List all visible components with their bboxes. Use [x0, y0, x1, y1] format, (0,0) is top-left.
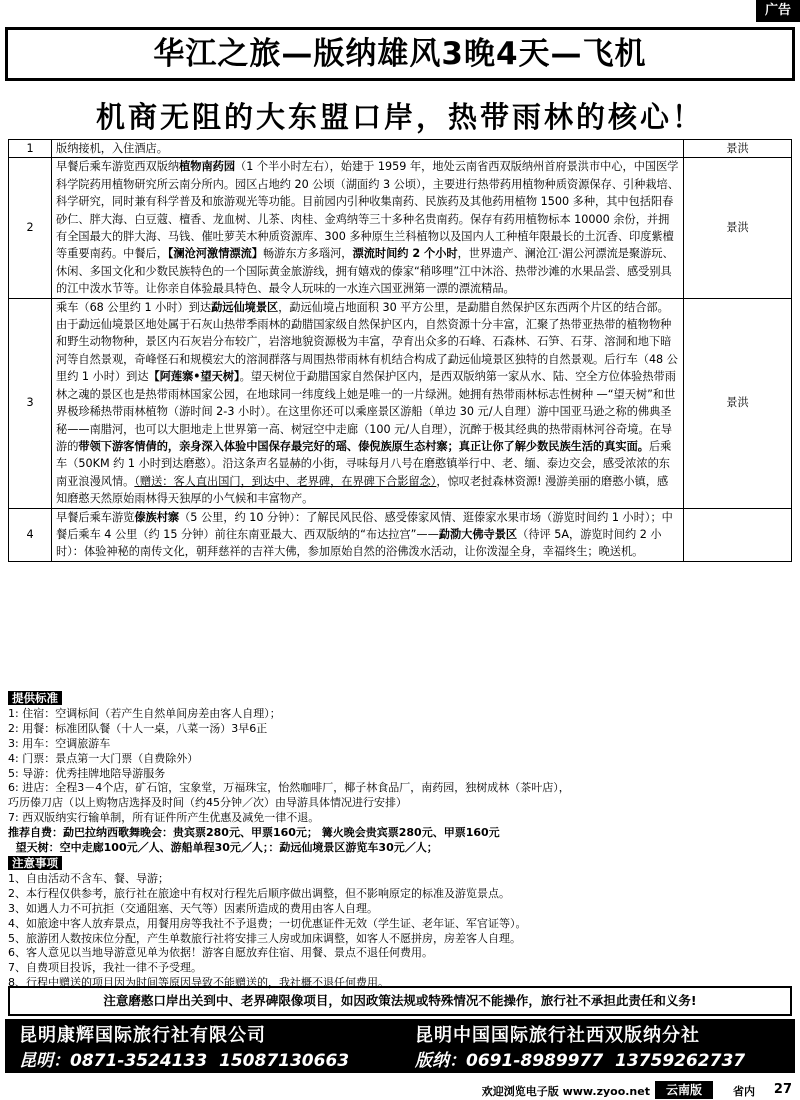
page-number: 27: [773, 1082, 792, 1097]
day-description: 版纳接机，入住酒店。: [52, 140, 684, 158]
highlight: 【澜沧河激情漂流】: [167, 247, 263, 261]
day-city: 景洪: [684, 298, 792, 508]
day-number: 2: [9, 158, 52, 298]
day-description: 早餐后乘车游览西双版纳植物南药园（1 个半小时左右），始建于 1959 年，地处云南省西双版纳州首府景洪市中心，中国医学科学院药用植物研究所云南分所内。园区占地约 20 公顷（湖面约 3 公顷），主要进行热带药用植物种质资源保存、引种栽培、科学研究，同时兼有科学普及和旅游观光等功能。目前园内引种收集南药、民族药及其他药用植物 1500 多种，其中包括阳春砂仁、胖大海、白豆蔻、檀香、龙血树、儿茶、肉桂、金鸡纳等三十多种名贵南药。保存有药用植物标本 10000 余份，并拥有全国最大的胖大海、马钱、催吐萝芙木种质资源库、300 多种原生兰科植物以及国内人工种植年限最长的土沉香、印度紫檀等重要南药。中餐后，【澜沧河激情漂流】畅游东方多瑙河，漂流时间约 2 个小时，世界遗产、澜沧江·湄公河漂流是聚游玩、休闲、多国文化和少数民族特色的一个国际黄金旅游线，拥有嬉戏的傣家“稍哆哩”江中沐浴、热带沙滩的水果品尝、感受别具的江中泼水节等。让你亲自体验最具特色、最令人玩味的一水连六国亚洲第一漂的漂流精品。: [52, 158, 684, 298]
itinerary-row-day1: [9, 140, 792, 158]
section-label: 省内: [733, 1085, 755, 1098]
highlight: 带领下游客情倩的，亲身深入体验中国保存最完好的瑶、傣倪族原生态村寨；真正让你了解少数民族生活的真实面。: [78, 439, 649, 453]
day-city: [684, 508, 792, 561]
standards-section: [8, 689, 792, 856]
itinerary-table: [8, 139, 792, 562]
title-box: [5, 27, 795, 81]
ad-tag: 广告: [756, 0, 800, 22]
highlight: 植物南药园: [179, 160, 236, 174]
standards-item: 巧历傣刀店（以上购物店选择及时间（约45分钟／次）由导游具体情况进行安排）: [8, 796, 407, 810]
day-number: 4: [9, 508, 52, 561]
subtitle: 机商无阻的大东盟口岸，热带雨林的核心！: [95, 100, 704, 134]
highlight: 漂流时间约 2 个小时: [352, 247, 458, 261]
website-link[interactable]: 欢迎浏览电子版 www.zyoo.net: [481, 1085, 650, 1098]
agency-phone: 版纳：0691-8989977 13759262737: [415, 1051, 746, 1071]
itinerary-row-day4: [9, 508, 792, 561]
standards-item: 4: 门票：景点第一大门票（自费除外）: [8, 751, 199, 765]
standards-item: 7: 西双版纳实行输单制，所有证件所产生优惠及减免一律不退。: [8, 811, 320, 825]
standards-item: 推荐自费：勐巴拉纳西歌舞晚会：贵宾票280元、甲票160元； 篝火晚会贵宾票280元、甲票160元: [8, 826, 500, 840]
agency-phone: 昆明：0871-3524133 15087130663: [19, 1051, 350, 1071]
day-city: 景洪: [684, 158, 792, 298]
standards-item: 6: 进店：全程3－4个店，矿石馆，宝象堂，万福珠宝，怡然咖啡厂，椰子林食品厂，南药园，独树成林（茶叶店），: [8, 781, 570, 795]
warning-box: 注意磨憨口岸出关到中、老界碑限像项目，如因政策法规或特殊情况不能操作，旅行社不承担此责任和义务!: [8, 986, 792, 1016]
notes-item: 2、本行程仅供参考，旅行社在旅途中有权对行程先后顺序做出调整，但不影响原定的标准及游览景点。: [8, 886, 510, 900]
itinerary-row-day2: [9, 158, 792, 298]
notes-item: 8、行程中赠送的项目因为时间等原因导致不能赠送的，我社概不退任何费用。: [8, 976, 389, 990]
itinerary-row-day3: [9, 298, 792, 508]
agency-footer: [5, 1019, 795, 1073]
day-description: 早餐后乘车游览傣族村寨（5 公里，约 10 分钟）：了解民风民俗、感受傣家风情、逛傣家水果市场（游览时间约 1 小时）；中餐后乘车 4 公里（约 15 分钟）前往东南亚最大、西双版纳的“布达拉宫”——勐泐大佛寺景区（待评 5A，游览时间约 2 小时）：体验神秘的南传文化，朝拜慈祥的吉祥大佛，参加原始自然的浴佛泼水活动，让你泼湿全身，幸福终生；晚送机。: [52, 508, 684, 561]
notes-item: 4、如旅途中客人放弃景点，用餐用房等我社不予退费；一切优惠证件无效（学生证、老年证、军官证等）。: [8, 916, 527, 930]
notes-item: 5、旅游团人数按床位分配，产生单数旅行社将安排三人房或加床调整，如客人不愿拼房，房差客人自理。: [8, 931, 521, 945]
notes-header: 注意事项: [8, 856, 62, 870]
highlight: 勐远仙境景区: [211, 300, 279, 314]
standards-item: 3: 用车：空调旅游车: [8, 736, 111, 750]
agency-name: 昆明中国国际旅行社西双版纳分社: [415, 1025, 700, 1046]
notes-section: [8, 854, 792, 991]
standards-item: 5: 导游：优秀挂牌地陪导游服务: [8, 766, 166, 780]
edition-badge: 云南版: [655, 1081, 713, 1099]
notes-item: 6、客人意见以当地导游意见单为依据！游客自愿放弃住宿、用餐、景点不退任何费用。: [8, 946, 433, 960]
day-number: 3: [9, 298, 52, 508]
standards-item: 2: 用餐：标准团队餐（十人一桌，八菜一汤）3早6正: [8, 721, 268, 735]
highlight: 傣族村寨: [134, 510, 180, 524]
notes-item: 1、自由活动不含车、餐、导游；: [8, 871, 169, 885]
day-number: 1: [9, 140, 52, 158]
agency-name: 昆明康辉国际旅行社有限公司: [19, 1025, 266, 1046]
notes-item: 3、如遇人力不可抗拒（交通阻塞、天气等）因素所造成的费用由客人自理。: [8, 901, 378, 915]
standards-item: 望天树：空中走廊100元／人、游船单程30元／人；：勐远仙境景区游览车30元／人；: [8, 841, 438, 855]
standards-item: 1: 住宿：空调标间（若产生自然单间房差由客人自理）；: [8, 706, 281, 720]
page-title: 华江之旅—版纳雄风3晚4天—飞机: [153, 36, 647, 72]
highlight: 【阿莲寨•望天树】: [148, 370, 240, 384]
day-city: 景洪: [684, 140, 792, 158]
page-footer: [0, 1081, 800, 1100]
underlined-note: （赠送：客人直出国门，到达中、老界碑，在界碑下合影留念）: [134, 474, 437, 488]
notes-item: 7、自费项目投诉，我社一律不予受理。: [8, 961, 202, 975]
standards-header: 提供标准: [8, 691, 62, 705]
day-description: 乘车（68 公里约 1 小时）到达勐远仙境景区，勐远仙境占地面积 30 平方公里，是勐腊自然保护区东西两个片区的结合部。由于勐远仙境景区地处属于石灰山热带季雨林的勐腊国家级自然保护区内，自然资源十分丰富，汇聚了热带亚热带的植物物种和野生动物物种，景区内石灰岩分布较广，岩溶地貌资源极为丰富，孕育出众多的石峰、石森林、石笋、石芽、溶洞和地下暗河等自然景观，奇峰怪石和规模宏大的溶洞群落与周围热带雨林有机结合构成了勐远仙境景区独特的自然景观。后行车（48 公里约 1 小时）到达【阿莲寨•望天树】。望天树位于勐腊国家自然保护区内，是西双版纳第一家从水、陆、空全方位体验热带雨林之魂的景区也是热带雨林国家公园，在地球同一纬度线上她是唯一的一片绿洲。她拥有热带雨林标志性树种 —“望天树”和世界极珍稀热带雨林植物（游时间 2-3 小时）。在这里你还可以乘座景区游船（单边 30 元/人自理）游中国亚马逊之称的佛典圣秘——南腊河，也可以大胆地走上世界第一高、树冠空中走廊（100 元/人自理），沉醉于极其经典的热带雨林河谷奇境。在导游的带领下游客情倩的，亲身深入体验中国保存最完好的瑶、傣倪族原生态村寨；真正让你了解少数民族生活的真实面。后乘车（50KM 约 1 小时到达磨憨）。沿这条声名显赫的小街，寻味每月八号在磨憨镇举行中、老、缅、泰边交会，感受浓浓的东南亚浪漫风情。（赠送：客人直出国门，到达中、老界碑，在界碑下合影留念），惊叹老挝森林资源! 漫游美丽的磨憨小镇，感知磨憨天然原始雨林得天独厚的小气候和丰富物产。: [52, 298, 684, 508]
highlight: 勐泐大佛寺景区: [438, 527, 518, 541]
